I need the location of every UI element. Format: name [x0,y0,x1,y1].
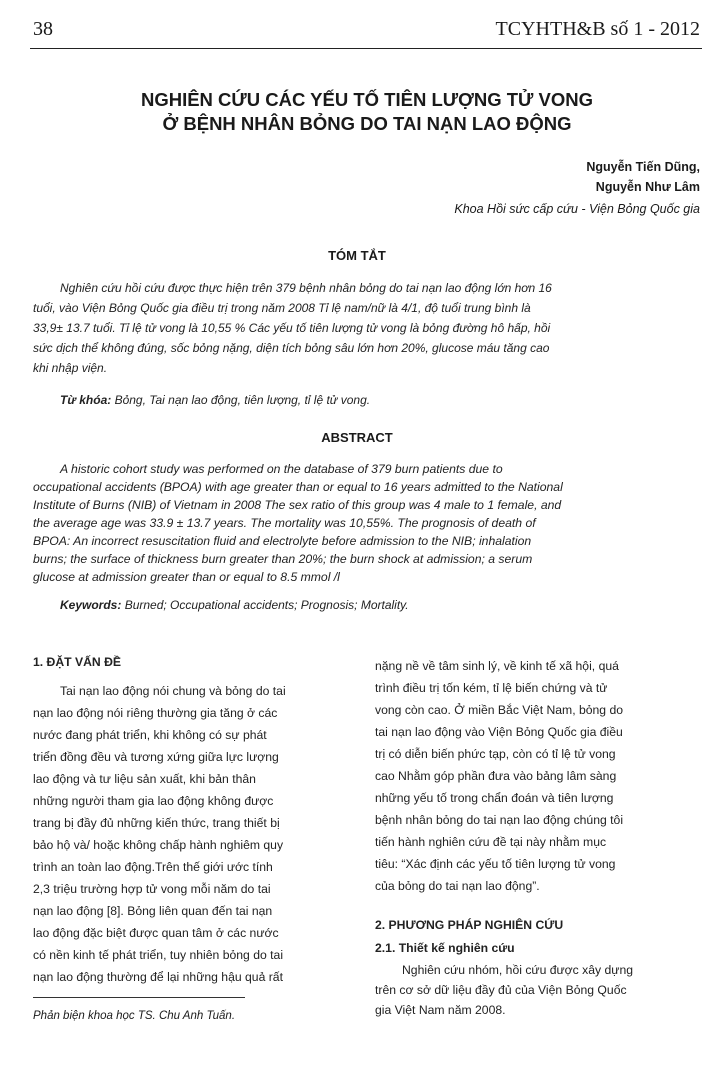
abstract-heading: ABSTRACT [321,430,393,445]
abstract-line: Institute of Burns (NIB) of Vietnam in 2008 The sex ratio of this group was 4 male to 1 female, and [33,498,562,512]
body-line: cao Nhằm góp phần đưa vào bảng lâm sàng [375,769,617,783]
body-line: lao động đặc biệt được quan tâm ở các nước [33,926,279,940]
body-line: triển đồng đều và tương xứng giữa lực lượng [33,750,279,764]
keywords-en-label: Keywords: [60,598,122,612]
body-line: gia Việt Nam năm 2008. [375,1003,506,1017]
footnote: Phản biện khoa học TS. Chu Anh Tuấn. [33,1010,236,1022]
section-2-heading: 2. PHƯƠNG PHÁP NGHIÊN CỨU [375,918,564,932]
journal-issue: TCYHTH&B số 1 - 2012 [495,18,700,40]
summary-line: tuổi, vào Viện Bỏng Quốc gia điều trị trong năm 2008 Tỉ lệ nam/nữ là 4/1, độ tuổi trung bình là [33,301,531,315]
abstract-line: glucose at admission greater than or equal to 8.5 mmol /l [33,570,340,584]
body-line: nặng nề về tâm sinh lý, về kinh tế xã hội, quá [375,659,619,673]
body-line: lao động và tư liệu sản xuất, khi bản thân [33,772,256,786]
article-title [40,88,694,136]
keywords-en-text: Burned; Occupational accidents; Prognosis; Mortality. [121,598,409,612]
keywords-vi-label: Từ khóa: [60,393,112,407]
summary-line: Nghiên cứu hồi cứu được thực hiện trên 379 bệnh nhân bỏng do tai nạn lao động lớn hơn 16 [60,281,552,295]
body-line: 2,3 triệu trường hợp tử vong mỗi năm do tai [33,882,271,896]
abstract-line: the average age was 33.9 ± 13.7 years. The mortality was 10,55%. The prognosis of death of [33,516,536,530]
header-rule [30,48,702,49]
body-line: có nền kinh tế phát triển, tuy nhiên bỏng do tai [33,948,284,962]
body-line: trên cơ sở dữ liệu đầy đủ của Viện Bỏng Quốc [375,983,627,997]
body-line: tiêu: “Xác định các yếu tố tiên lượng tử vong [375,857,616,871]
summary-line: sức dịch thể không đúng, sốc bỏng nặng, diện tích bỏng sâu lớn hơn 20%, glucose máu tăng cao [33,341,550,355]
author-1: Nguyễn Tiến Dũng, [586,160,700,174]
body-line: nạn lao động thường để lại những hậu quả rất [33,970,283,984]
body-line: nước đang phát triển, khi không có sự phát [33,728,267,742]
abstract-en [33,460,700,586]
body-line: trình điều trị tốn kém, tỉ lệ biến chứng và tử [375,681,608,695]
body-line: trình an toàn lao động.Trên thế giới ước tính [33,860,273,874]
body-line: vong còn cao. Ở miền Bắc Việt Nam, bỏng do [375,703,624,717]
body-line: tiến hành nghiên cứu đề tại này nhằm mục [375,835,607,849]
body-line: Nghiên cứu nhóm, hồi cứu được xây dựng [402,963,634,977]
running-header [33,18,700,48]
page-number: 38 [33,18,53,40]
body-line: những người tham gia lao động không được [33,794,274,808]
body-line: bệnh nhân bỏng do tai nạn lao động chúng tôi [375,813,624,827]
body-line: Tai nạn lao động nói chung và bỏng do tai [60,684,286,698]
section-2-1-heading: 2.1. Thiết kế nghiên cứu [375,941,515,955]
keywords-vi [60,393,370,407]
body-line: nạn lao động nói riêng thường gia tăng ở các [33,706,278,720]
abstract-line: burns; the surface of thickness burn greater than 20%; the burn shock at admission; a serum [33,552,533,566]
section-1-heading: 1. ĐẶT VẤN ĐỀ [33,655,122,669]
summary-line: 33,9± 13.7 tuổi. Tỉ lệ tử vong là 10,55 % Các yếu tố tiên lượng tử vong là bỏng đường hô hấp, hồi [33,321,551,335]
summary-heading: TÓM TẮT [328,248,386,263]
summary-vi [33,278,700,378]
body-line: tai nạn lao động vào Viện Bỏng Quốc gia điều [375,725,623,739]
body-line: những yếu tố trong chẩn đoán và tiên lượng [375,791,614,805]
abstract-line: BPOA: An incorrect resuscitation fluid and electrolyte before admission to the NIB; inhalation [33,534,532,548]
body-line: trang bị đầy đủ những kiến thức, trang thiết bị [33,816,280,830]
body-line: bảo hộ và/ hoặc không chấp hành nghiêm quy [33,838,284,852]
title-line-2: Ở BỆNH NHÂN BỎNG DO TAI NẠN LAO ĐỘNG [162,113,572,134]
summary-line: khi nhập viện. [33,361,108,375]
body-line: của bỏng do tai nạn lao động”. [375,879,540,893]
body-line: nạn lao động [8]. Bỏng liên quan đến tai nạn [33,904,273,918]
footnote-rule [33,997,245,998]
abstract-line: occupational accidents (BPOA) with age greater than or equal to 16 years admitted to the National [33,480,563,494]
affiliation: Khoa Hồi sức cấp cứu - Viện Bỏng Quốc gia [454,202,700,216]
author-2: Nguyễn Như Lâm [595,180,700,194]
abstract-line: A historic cohort study was performed on the database of 379 burn patients due to [60,462,503,476]
title-line-1: NGHIÊN CỨU CÁC YẾU TỐ TIÊN LƯỢNG TỬ VONG [140,89,594,110]
keywords-en [60,598,409,612]
body-line: trị có diễn biến phức tạp, còn có tỉ lệ tử vong [375,747,616,761]
keywords-vi-text: Bỏng, Tai nạn lao động, tiên lượng, tỉ lệ tử vong. [111,393,371,407]
